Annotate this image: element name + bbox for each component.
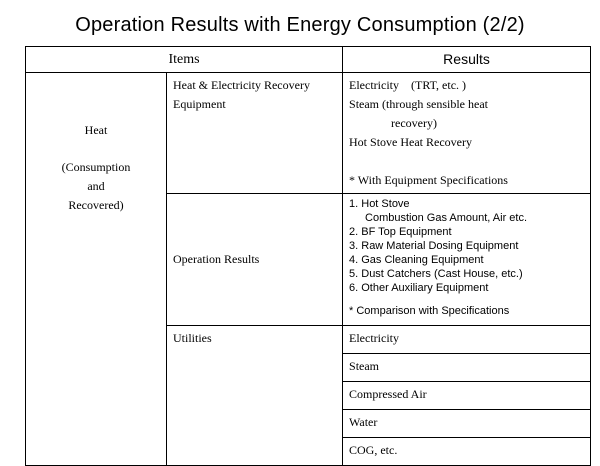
utility-item: Compressed Air	[343, 382, 591, 410]
utility-item: Water	[343, 410, 591, 438]
heat-sub-line2: and	[87, 179, 105, 193]
operation-list	[349, 197, 584, 295]
operation-item-detail: Combustion Gas Amount, Air etc.	[365, 212, 528, 224]
operation-note: * Comparison with Specifications	[349, 305, 510, 317]
page-title: Operation Results with Energy Consumption (2/2)	[75, 14, 525, 36]
header-items: Items	[26, 47, 343, 73]
operation-item: 5. Dust Catchers (Cast House, etc.)	[349, 268, 523, 280]
results-table	[25, 46, 591, 466]
operation-results	[343, 194, 591, 326]
heat-sub-line3: Recovered)	[68, 198, 124, 212]
operation-category: Operation Results	[167, 194, 343, 326]
utility-item: Electricity	[343, 326, 591, 354]
recovery-note: * With Equipment Specifications	[349, 173, 508, 187]
recovery-category	[167, 73, 343, 194]
operation-item: 6. Other Auxiliary Equipment	[349, 282, 489, 294]
operation-item: 2. BF Top Equipment	[349, 226, 452, 238]
operation-item: 3. Raw Material Dosing Equipment	[349, 240, 519, 252]
utility-item: COG, etc.	[343, 438, 591, 466]
heat-sub-line1: (Consumption	[61, 160, 131, 174]
heat-cell	[26, 73, 167, 466]
recovery-hot-stove: Hot Stove Heat Recovery	[349, 135, 472, 149]
heat-label: Heat	[84, 123, 108, 137]
operation-item: 4. Gas Cleaning Equipment	[349, 254, 484, 266]
recovery-category-line2: Equipment	[173, 97, 226, 111]
utility-item: Steam	[343, 354, 591, 382]
operation-item: 1. Hot Stove	[349, 198, 410, 210]
recovery-steam-line1: Steam (through sensible heat	[349, 97, 488, 111]
header-results: Results	[343, 47, 591, 73]
recovery-category-line1: Heat & Electricity Recovery	[173, 78, 310, 92]
utilities-category: Utilities	[167, 326, 343, 466]
recovery-electricity: Electricity (TRT, etc. )	[349, 78, 467, 92]
recovery-steam-line2: recovery)	[391, 116, 437, 130]
recovery-results	[343, 73, 591, 194]
